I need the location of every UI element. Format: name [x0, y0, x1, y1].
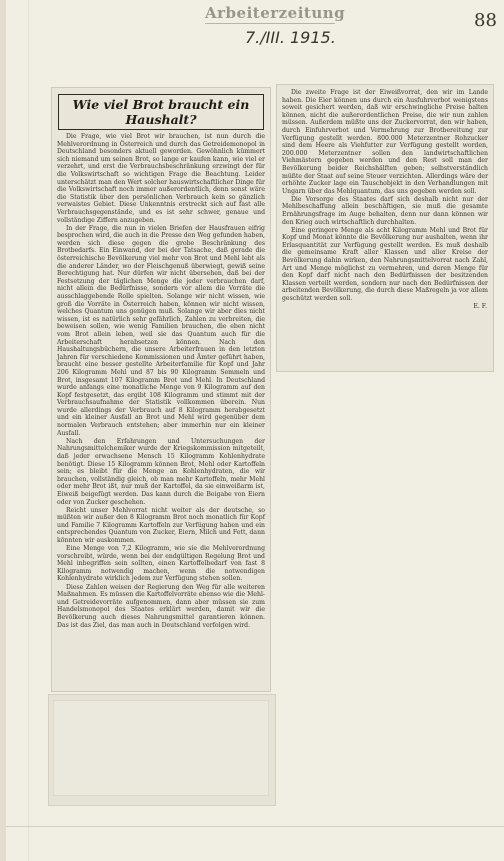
paper-strip-inner — [53, 700, 269, 796]
fold-line — [28, 0, 29, 861]
newspaper-name-stamp: Arbeiterzeitung — [205, 4, 346, 22]
page-edge — [0, 0, 6, 861]
paragraph: Die Vorsorge des Staates darf sich deshalb nicht nur der Mehlbeschaffung allein beschäftigen, sie muß die gesamte Ernährungsfrage im Auge behalten, denn nur dann können wir den Krieg auch wirtschaftlich durchhalten. — [282, 195, 488, 226]
stamp-underline — [205, 23, 335, 24]
paragraph: Eine geringere Menge als acht Kilogramm Mehl und Brot für Kopf und Monat könnte die Bevölkerung nur aushalten, wenn ihr Erlasquantität zur Verfügung gestellt werden. Es muß deshalb die gemeinsame Kraft aller Klassen und aller Kreise der Bevölkerung dahin wirken, den Nahrungsmittelvorrat nach Zahl, Art und Menge möglichst zu vermehren, und deren Menge für den Kopf darf nicht nach den Bedürfnissen der besitzenden Klassen verteilt werden, sondern nur nach den Bedürfnissen der arbeitenden Bevölkerung, die durch diese Maßregeln ja vor allem geschützt werden soll. — [282, 226, 488, 303]
paragraph: Eine Menge von 7,2 Kilogramm, wie sie die Mehlverordnung vorschreibt, würde, wenn bei der endgültigen Regelung Brot und Mehl inbegriffen sein sollten, einen Kartoffelbedarf von fast 8 Kilogramm notwendig machen, wenn die notwendigen Kohlenhydrate wirklich jedem zur Verfügung stehen sollen. — [57, 545, 265, 583]
article-headline: Wie viel Brot braucht ein Haushalt? — [58, 94, 264, 130]
clipping-right-column — [276, 84, 494, 372]
bottom-fold-line — [6, 826, 504, 827]
page-number: 88 — [474, 10, 497, 31]
handwritten-date: 7./III. 1915. — [245, 28, 336, 47]
left-column-text — [52, 133, 270, 629]
paragraph: In der Frage, die nun in vielen Briefen der Hausfrauen eifrig besprochen wird, die auch in die Presse den Weg gefunden haben, werden sich diese gegen die grobe Beschränkung des Brotbedarfs. Ein Einwand, der bei der Tatsache, daß gerade die österreichische Bevölkerung viel mehr von Brot und Mehl lebt als die anderer Länder, wo der Fleischgenuß überwiegt, gewiß seine Berechtigung hat. Nur dürfen wir nicht übersehen, daß bei der Festsetzung der täglichen Menge die jeder verbrauchen darf, nicht allein die Bedürfnisse, sondern vor allem die Vorräte die ausschlaggebende Rolle spielten. Solange wir nicht wissen, wie groß die Vorräte in Österreich haben, können wir nicht wissen, welches Quantum uns genügen muß. Solange wir aber dies nicht wissen, ist es natürlich sehr gefährlich, Zahlen zu verbreiten, die beweisen sollen, wie wenig Familien brauchen, die eben nicht vom Brot allein leben, weil sie das Quantum auch für die Arbeiterschaft herabsetzen können. Nach den Haushaltungsbüchern, die unsere Arbeiterfrauen in den letzten Jahren für verschiedene Kommissionen und Ämter geführt haben, braucht eine besser gestellte Arbeiterfamilie für Kopf und Jahr 206 Kilogramm Mehl und 87 bis 90 Kilogramm Semmeln und Brot, insgesamt 107 Kilogramm Brot und Mehl. In Deutschland wurde anfangs eine monatliche Menge von 9 Kilogramm auf den Kopf festgesetzt, das ergibt 108 Kilogramm und stimmt mit der Verbrauchsaufnahme der Statistik vollkommen überein. Nun wurde allerdings der Verbrauch auf 8 Kilogramm herabgesetzt und ein kleiner Ausfall an Brot und Mehl wird gegenüber dem normalen Verbrauch entstehen; aber immerhin nur ein kleiner Ausfall. — [57, 224, 265, 437]
paragraph: Die Frage, wie viel Brot wir brauchen, ist nun durch die Mehlverordnung in Österreich und durch das Getreidemonopol in Deutschland besonders aktuell geworden. Gewöhnlich kümmert sich niemand um seinen Brot, so lange er kaufen kann, wie viel er verzehrt, und erst die Verbrauchsbeschränkung erzwingt der für die Volkswirtschaft so wichtigen Frage die Beachtung. Leider unterschätzt man den Wert solcher hauswirtschaftlicher Dinge für die Volkswirtschaft noch immer außerordentlich, denn sonst wäre die Statistik über den persönlichen Verbrauch kein so gänzlich verwaistes Gebiet. Diese Unkenntnis erstreckt sich auf fast alle Verbrauchsgegenstände, und es ist sehr schwer, genaue und vollständige Ziffern anzugeben. — [57, 133, 265, 224]
author-signature: E. F. — [473, 303, 487, 311]
paragraph: Nach den Erfahrungen und Untersuchungen der Nahrungsmittelchemiker wurde der Kriegskommission mitgeteilt, daß jeder erwachsene Mensch 15 Kilogramm Kohlenhydrate benötigt. Diese 15 Kilogramm können Brot, Mehl oder Kartoffeln sein; es bleibt für die Menge an Kohlenhydraten, die wir brauchen, vollständig gleich, ob man mehr Kartoffeln, mehr Mehl oder mehr Brot ißt, nur muß der Kartoffel, da sie einweißarm ist, Eiweiß beigefügt werden. Das kann durch die Beigabe von Eiern oder von Zucker geschehen. — [57, 437, 265, 506]
clipping-left-column — [51, 87, 271, 692]
paragraph: Diese Zahlen weisen der Regierung den Weg für alle weiteren Maßnahmen. Es müssen die Kartoffelvorräte ebenso wie die Mehl- und Getreidevorräte aufgenommen, dann aber müssen sie zum Handelsmonopol des Staates erklärt werden, damit wir die Bevölkerung auch dieses Nahrungsmittel garantieren können. Das ist das Ziel, das man auch in Deutschland verfolgen wird. — [57, 583, 265, 629]
right-column-text — [277, 85, 493, 303]
paragraph: Reicht unser Mehlvorrat nicht weiter als der deutsche, so müßten wir außer den 8 Kilogramm Brot noch monatlich für Kopf und Familie 7 Kilogramm Kartoffeln zur Verfügung haben und ein entsprechendes Quantum von Zucker, Eiern, Milch und Fett, dann könnten wir auskommen. — [57, 506, 265, 544]
paragraph: Die zweite Frage ist der Eiweißvorrat, den wir im Lande haben. Die Eier können uns durch ein Ausfuhrverbot wenigstens soweit gesichert werden, daß wir erschwingliche Preise halten können, nicht die außerordentlichen Preise, die wir nun zahlen müssen. Außerdem müßte uns der Zuckervorrat, den wir haben, durch Einfuhrverbot und Vermehrung zur Brotbereitung zur Verfügung gestellt werden. 800.000 Meterzentner Rohzucker sind dem Heere als Viehfutter zur Verfügung gestellt worden, 200.000 Meterzentner sollen den landwirtschaftlichen Viehmästern gegeben werden und den Rest soll man der Bevölkerung beider Reichshälften geben; selbstverständlich müßte der Staat auf seine Steuer verzichten. Allerdings wäre der erhöhte Zucker lage ein Tauschobjekt in den Verhandlungen mit Ungarn über das Mehlquantum, das uns gegeben werden soll. — [282, 89, 488, 195]
